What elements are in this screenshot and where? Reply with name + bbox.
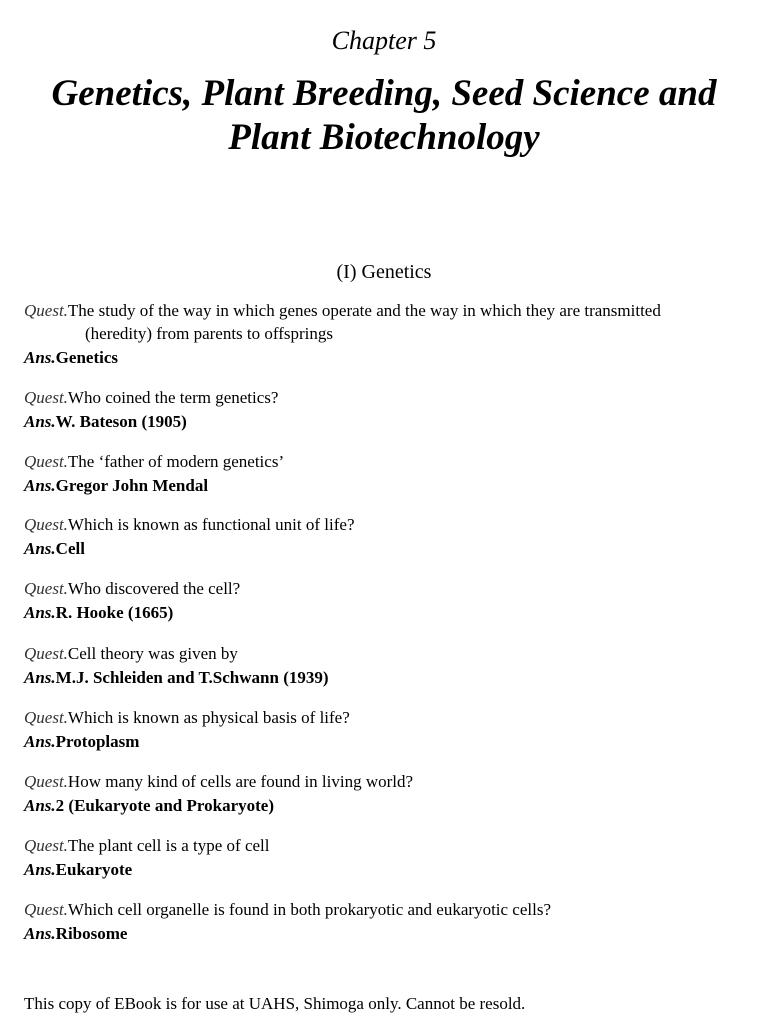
answer xyxy=(24,345,744,370)
question-text: Which is known as functional unit of life? xyxy=(67,515,355,534)
question-text: Cell theory was given by xyxy=(67,644,238,663)
question-text: Which cell organelle is found in both prokaryotic and eukaryotic cells? xyxy=(67,900,552,919)
answer-label: Ans. xyxy=(24,668,56,687)
answer xyxy=(24,793,744,818)
question-text: How many kind of cells are found in living world? xyxy=(67,772,414,791)
qa-item xyxy=(24,834,744,882)
question-label: Quest. xyxy=(24,772,68,791)
answer xyxy=(24,729,744,754)
qa-item xyxy=(24,642,744,690)
question-text: The ‘father of modern genetics’ xyxy=(67,452,285,471)
question-label: Quest. xyxy=(24,836,68,855)
qa-item xyxy=(24,386,744,434)
answer-label: Ans. xyxy=(24,476,56,495)
answer-label: Ans. xyxy=(24,796,56,815)
answer-label: Ans. xyxy=(24,603,56,622)
answer-text: Ribosome xyxy=(55,924,128,943)
question xyxy=(24,642,744,665)
question xyxy=(24,513,744,536)
answer-text: 2 (Eukaryote and Prokaryote) xyxy=(55,796,274,815)
question-label: Quest. xyxy=(24,301,68,320)
answer-text: W. Bateson (1905) xyxy=(55,412,187,431)
qa-item xyxy=(24,577,744,625)
answer xyxy=(24,665,744,690)
answer-text: Eukaryote xyxy=(55,860,133,879)
question-label: Quest. xyxy=(24,515,68,534)
question xyxy=(24,299,744,345)
title-line-2: Plant Biotechnology xyxy=(228,117,540,158)
answer-text: M.J. Schleiden and T.Schwann (1939) xyxy=(55,668,329,687)
question-label: Quest. xyxy=(24,452,68,471)
question-label: Quest. xyxy=(24,579,68,598)
question xyxy=(24,450,744,473)
answer-label: Ans. xyxy=(24,924,56,943)
question-text-cont: (heredity) from parents to offsprings xyxy=(85,324,334,343)
qa-item xyxy=(24,513,744,561)
answer xyxy=(24,409,744,434)
qa-item xyxy=(24,706,744,754)
answer-label: Ans. xyxy=(24,348,56,367)
answer-label: Ans. xyxy=(24,860,56,879)
answer-label: Ans. xyxy=(24,732,56,751)
question-text: The study of the way in which genes operate and the way in which they are transmitted xyxy=(67,301,661,320)
question xyxy=(24,770,744,793)
answer xyxy=(24,600,744,625)
answer-text: Gregor John Mendal xyxy=(55,476,209,495)
qa-item xyxy=(24,898,744,946)
title-line-1: Genetics, Plant Breeding, Seed Science and xyxy=(51,73,717,114)
question-label: Quest. xyxy=(24,900,68,919)
answer-text: Cell xyxy=(55,539,85,558)
qa-item xyxy=(24,450,744,498)
answer-text: Protoplasm xyxy=(55,732,140,751)
qa-item xyxy=(24,299,744,370)
answer-text: R. Hooke (1665) xyxy=(55,603,174,622)
answer xyxy=(24,921,744,946)
question-label: Quest. xyxy=(24,644,68,663)
question-text: Who discovered the cell? xyxy=(67,579,241,598)
answer xyxy=(24,857,744,882)
answer xyxy=(24,473,744,498)
answer-label: Ans. xyxy=(24,539,56,558)
copyright-notice: This copy of EBook is for use at UAHS, Shimoga only. Cannot be resold. xyxy=(24,994,526,1013)
question xyxy=(24,386,744,409)
question xyxy=(24,834,744,857)
chapter-title xyxy=(30,72,738,160)
question-text: Who coined the term genetics? xyxy=(67,388,279,407)
answer xyxy=(24,536,744,561)
answer-label: Ans. xyxy=(24,412,56,431)
question-text: The plant cell is a type of cell xyxy=(67,836,270,855)
question-label: Quest. xyxy=(24,388,68,407)
section-heading: (I) Genetics xyxy=(336,261,432,283)
question xyxy=(24,577,744,600)
chapter-heading: Chapter 5 xyxy=(331,26,437,55)
qa-item xyxy=(24,770,744,818)
question xyxy=(24,898,744,921)
answer-text: Genetics xyxy=(55,348,118,367)
question-label: Quest. xyxy=(24,708,68,727)
question-text: Which is known as physical basis of life? xyxy=(67,708,350,727)
question xyxy=(24,706,744,729)
